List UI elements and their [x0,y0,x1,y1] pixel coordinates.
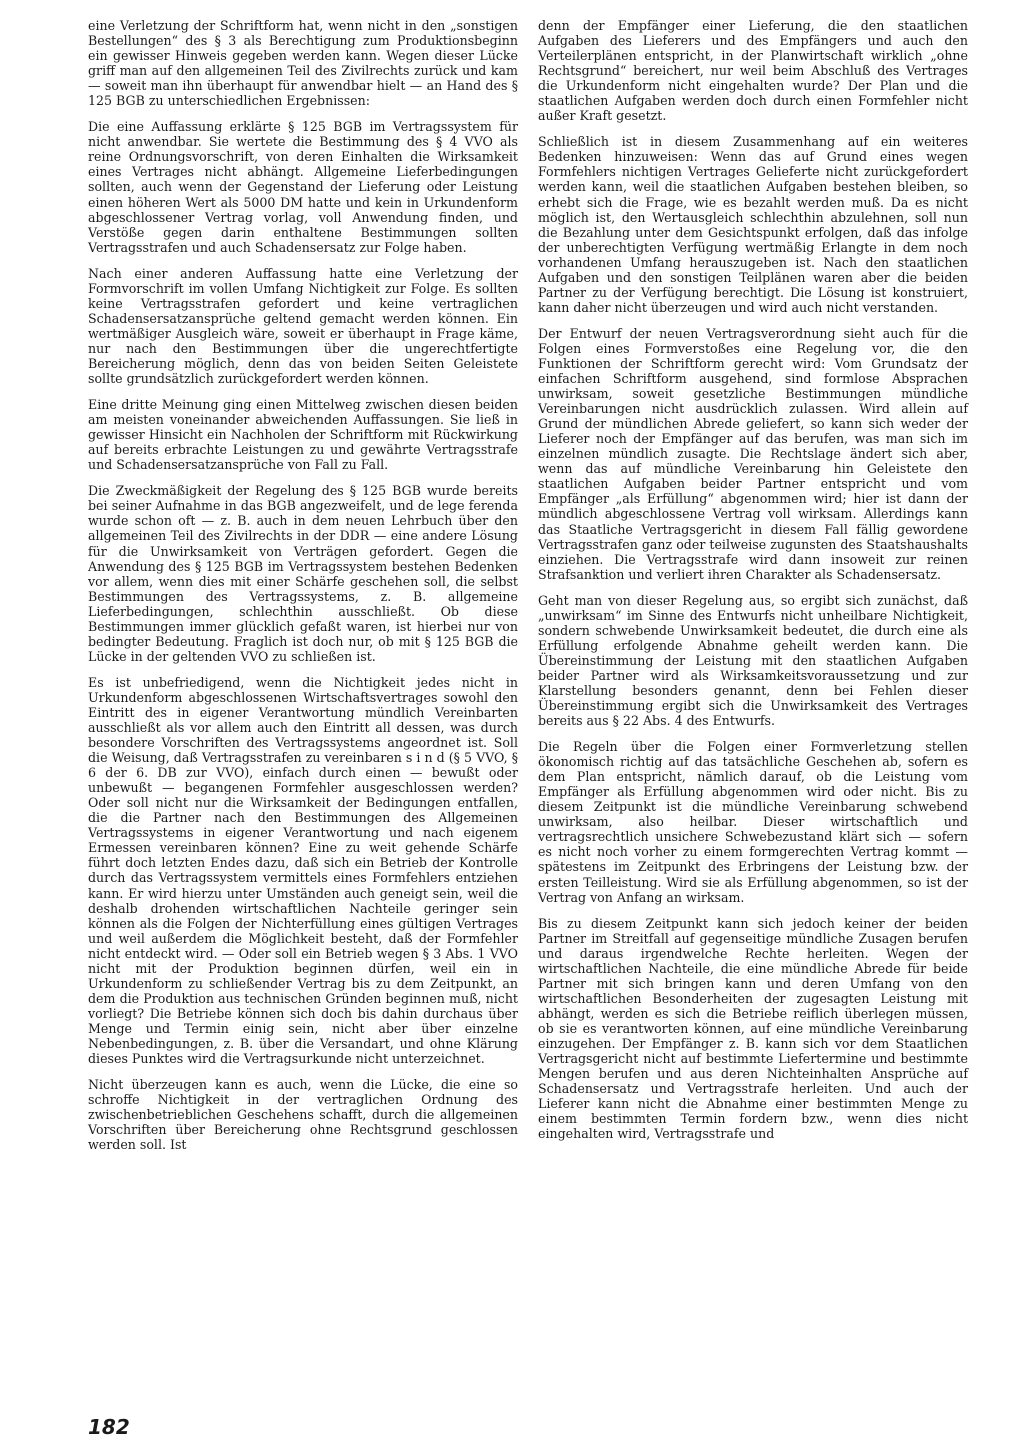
paragraph: Schließlich ist in diesem Zusammenhang auf ein weiteres Bedenken hinzuweisen: Wenn das auf Grund eines wegen Formfehlers nichtigen Vertrages Gelieferte nicht zurückgefordert werden kann, weil die staatlichen Aufgaben bestehen bleiben, so erhebt sich die Frage, wie es bezahlt werden muß. Da es nicht möglich ist, den Wertausgleich schlechthin abzulehnen, soll nun die Bezahlung unter dem Gesichtspunkt erfolgen, daß das infolge der unberechtigten Verfügung wertmäßig Erlangte in dem noch vorhandenen Umfang herauszugeben ist. Nach den staatlichen Aufgaben und den sonstigen Teilplänen waren aber die beiden Partner zu der Verfügung berechtigt. Die Lösung ist konstruiert, kann daher nicht überzeugen und wird auch nicht verstanden. [538,134,968,315]
paragraph: Es ist unbefriedigend, wenn die Nichtigkeit jedes nicht in Urkundenform abgeschlossenen Wirtschaftsvertrages sowohl den Eintritt des in eigener Verantwortung mündlich Vereinbarten ausschließt als vor allem auch den Eintritt all dessen, was durch besondere Vorschriften des Vertragssystems angeordnet ist. Soll die Weisung, daß Vertragsstrafen zu vereinbaren s i n d (§ 5 VVO, § 6 der 6. DB zur VVO), einfach durch einen — bewußt oder unbewußt — begangenen Formfehler ausgeschlossen werden? Oder soll nicht nur die Wirksamkeit der Bedingungen entfallen, die die Partner nach den Bestimmungen des Allgemeinen Vertragssystems in eigener Verantwortung und nach eigenem Ermessen vereinbaren können? Eine zu weit gehende Schärfe führt doch letzten Endes dazu, daß sich ein Betrieb der Kontrolle durch das Vertragssystem vermittels eines Formfehlers entziehen kann. Er wird hierzu unter Umständen auch geneigt sein, weil die deshalb drohenden wirtschaftlichen Nachteile geringer sein können als die Folgen der Nichterfüllung eines gültigen Vertrages und weil außerdem die Möglichkeit besteht, daß der Formfehler nicht entdeckt wird. — Oder soll ein Betrieb wegen § 3 Abs. 1 VVO nicht mit der Produktion beginnen dürfen, weil ein in Urkundenform zu schließender Vertrag bis zu dem Zeitpunkt, an dem die Produktion aus technischen Gründen beginnen muß, nicht vorliegt? Die Betriebe können sich doch bis dahin durchaus über Menge und Termin einig sein, nicht aber über einzelne Nebenbedingungen, z. B. über die Versandart, und ohne Klärung dieses Punktes wird die Vertragsurkunde nicht unterzeichnet. [88,674,518,1067]
paragraph: Die eine Auffassung erklärte § 125 BGB im Vertragssystem für nicht anwendbar. Sie wertete die Bestimmung des § 4 VVO als reine Ordnungsvorschrift, von deren Einhalten die Wirksamkeit eines Vertrages nicht abhängt. Allgemeine Lieferbedingungen sollten, auch wenn der Gegenstand der Lieferung oder Leistung einen höheren Wert als 5000 DM hatte und kein in Urkundenform abgeschlossener Vertrag vorlag, voll Anwendung finden, und Verstöße gegen darin enthaltene Bestimmungen sollten Vertragsstrafen und auch Schadensersatz zur Folge haben. [88,119,518,255]
paragraph: Nach einer anderen Auffassung hatte eine Verletzung der Formvorschrift im vollen Umfang Nichtigkeit zur Folge. Es sollten keine Vertragsstrafen gefordert und keine vertraglichen Schadensersatzansprüche geltend gemacht werden können. Ein wertmäßiger Ausgleich wäre, soweit er überhaupt in Frage käme, nur nach den Bestimmungen über die ungerechtfertigte Bereicherung möglich, denn das von beiden Seiten Geleistete sollte grundsätzlich zurückgefordert werden können. [88,265,518,387]
paragraph: Bis zu diesem Zeitpunkt kann sich jedoch keiner der beiden Partner im Streitfall auf gegenseitige mündliche Zusagen berufen und daraus irgendwelche Rechte herleiten. Wegen der wirtschaftlichen Nachteile, die eine mündliche Abrede für beide Partner mit sich bringen kann und deren Umfang von den wirtschaftlichen Besonderheiten der zugesagten Leistung mit abhängt, werden es sich die Betriebe reiflich überlegen müssen, ob sie es verantworten können, auf eine mündliche Vereinbarung einzugehen. Der Empfänger z. B. kann sich vor dem Staatlichen Vertragsgericht nicht auf bestimmte Liefertermine und bestimmte Mengen berufen und aus deren Nichteinhalten Ansprüche auf Schadensersatz und Vertragsstrafe herleiten. Und auch der Lieferer kann nicht die Abnahme einer bestimmten Menge zu einem bestimmten Termin fordern bzw., wenn dies nicht eingehalten wird, Vertragsstrafe und [538,915,968,1142]
paragraph: Geht man von dieser Regelung aus, so ergibt sich zunächst, daß „unwirksam“ im Sinne des Entwurfs nicht unheilbare Nichtigkeit, sondern schwebende Unwirksamkeit bedeutet, die durch eine als Erfüllung erfolgende Abnahme geheilt werden kann. Die Übereinstimmung der Leistung mit den staatlichen Aufgaben beider Partner wird als Wirksamkeitsvoraussetzung und zur Klarstellung besonders genannt, denn bei Fehlen dieser Übereinstimmung ergibt sich die Unwirksamkeit des Vertrages bereits aus § 22 Abs. 4 des Entwurfs. [538,592,968,729]
paragraph: Die Zweckmäßigkeit der Regelung des § 125 BGB wurde bereits bei seiner Aufnahme in das BGB angezweifelt, und de lege ferenda wurde schon oft — z. B. auch in dem neuen Lehrbuch über den allgemeinen Teil des Zivilrechts in der DDR — eine andere Lösung für die Unwirksamkeit von Verträgen gefordert. Gegen die Anwendung des § 125 BGB im Vertragssystem bestehen Bedenken vor allem, wenn dies mit einer Schärfe geschehen soll, die selbst Bestimmungen des Vertragssystems, z. B. allgemeine Lieferbedingungen, schlechthin ausschließt. Ob diese Bestimmungen immer glücklich gefaßt waren, ist hierbei nur von bedingter Bedeutung. Fraglich ist doch nur, ob mit § 125 BGB die Lücke in der geltenden VVO zu schließen ist. [88,483,518,664]
paragraph: Die Regeln über die Folgen einer Formverletzung stellen ökonomisch richtig auf das tatsächliche Geschehen ab, sofern es dem Plan entspricht, nämlich darauf, ob die Leistung vom Empfänger als Erfüllung abgenommen wird oder nicht. Bis zu diesem Zeitpunkt ist die mündliche Vereinbarung schwebend unwirksam, also heilbar. Dieser wirtschaftlich und vertragsrechtlich unsichere Schwebezustand klärt sich — sofern es nicht noch vorher zu einem formgerechten Vertrag kommt — spätestens im Zeitpunkt des Erbringens der Leistung bzw. der ersten Teilleistung. Wird sie als Erfüllung abgenommen, so ist der Vertrag von Anfang an wirksam. [538,739,968,905]
paragraph: Eine dritte Meinung ging einen Mittelweg zwischen diesen beiden am meisten voneinander abweichenden Auffassungen. Sie ließ in gewisser Hinsicht ein Nachholen der Schriftform mit Rückwirkung auf bereits erbrachte Leistungen zu und gewährte Vertragsstrafe und Schadensersatzansprüche von Fall zu Fall. [88,397,518,473]
paragraph: Der Entwurf der neuen Vertragsverordnung sieht auch für die Folgen eines Formverstoßes eine Regelung vor, die den Funktionen der Schriftform gerecht wird: Vom Grundsatz der einfachen Schriftform ausgehend, sind formlose Absprachen unwirksam, soweit gesetzliche Bestimmungen mündliche Vereinbarungen nicht ausdrücklich zulassen. Wird allein auf Grund der mündlichen Abrede geliefert, so kann sich weder der Lieferer noch der Empfänger auf das berufen, was man sich im einzelnen mündlich zusagte. Die Rechtslage ändert sich aber, wenn das auf mündliche Vereinbarung hin Geleistete den staatlichen Aufgaben beider Partner entspricht und vom Empfänger „als Erfüllung“ abgenommen wird; hier ist dann der mündlich abgeschlossene Vertrag voll wirksam. Allerdings kann das Staatliche Vertragsgericht in diesem Fall fällig gewordene Vertragsstrafen ganz oder teilweise zugunsten des Staatshaushalts einziehen. Die Vertragsstrafe wird dann insoweit zur reinen Strafsanktion und verliert ihren Charakter als Schadensersatz. [538,325,968,582]
page-number: 182 [88,1415,130,1439]
paragraph: denn der Empfänger einer Lieferung, die den staatlichen Aufgaben des Lieferers und des Empfängers und auch den Verteilerplänen entspricht, in der Planwirtschaft wirklich „ohne Rechtsgrund“ bereichert, nur weil beim Abschluß des Vertrages die Urkundenform nicht eingehalten wurde? Der Plan und die staatlichen Aufgaben werden doch durch einen Formfehler nicht außer Kraft gesetzt. [538,18,968,124]
paragraph: eine Verletzung der Schriftform hat, wenn nicht in den „sonstigen Bestellungen“ des § 3 als Berechtigung zum Produktionsbeginn ein gewisser Hinweis gegeben werden kann. Wegen dieser Lücke griff man auf den allgemeinen Teil des Zivilrechts zurück und kam — soweit man ihn überhaupt für anwendbar hielt — an Hand des § 125 BGB zu unterschiedlichen Ergebnissen: [88,18,518,109]
right-column [538,18,968,1152]
left-column [88,18,518,1163]
paragraph: Nicht überzeugen kann es auch, wenn die Lücke, die eine so schroffe Nichtigkeit in der vertraglichen Ordnung des zwischenbetrieblichen Geschehens schafft, durch die allgemeinen Vorschriften über Bereicherung ohne Rechtsgrund geschlossen werden soll. Ist [88,1077,518,1153]
